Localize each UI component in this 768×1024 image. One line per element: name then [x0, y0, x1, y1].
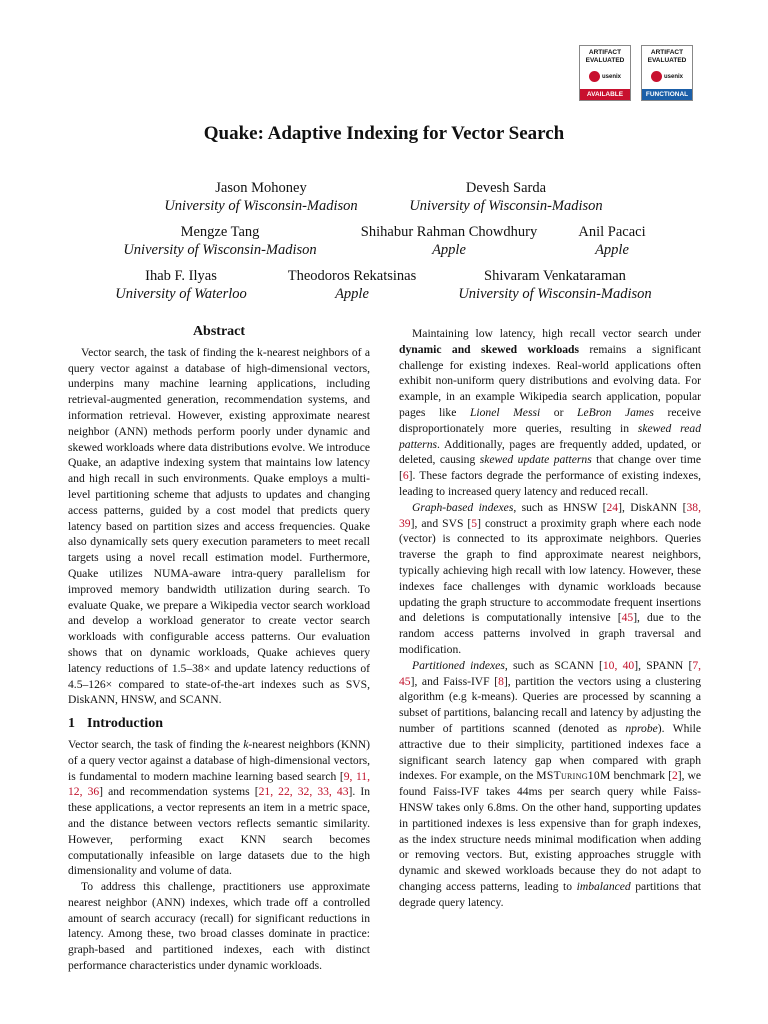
author: Anil Pacaci Apple — [578, 224, 646, 258]
author-row-2 — [0, 223, 768, 263]
citation-link[interactable]: 6 — [402, 469, 409, 483]
author-row-3 — [0, 267, 768, 307]
citation-link[interactable]: 21, 22, 32, 33, 43 — [258, 785, 349, 799]
intro-paragraph-2: To address this challenge, practitioners use approximate nearest neighbor (ANN) indexes, which trade off a controlled amount of search accuracy (recall) for significant reductions in latency. Among these, two broad classes dominate in practice: graph-based and partitioned indexes, each with distinct performance characteristics under dynamic workloads. — [68, 880, 370, 973]
abstract-text: Vector search, the task of finding the k-nearest neighbors of a query vector against a database of high-dimensional vectors, underpins many machine learning applications, including retrieval-augmented generation, recommendation systems, and information retrieval. However, existing approximate nearest neighbor (ANN) methods perform poorly under dynamic and skewed workloads where data distributions evolve. We introduce Quake, an adaptive indexing system that maintains low latency and high recall in such environments. Quake employs a multi-level partitioning scheme that adjusts to updates and changing access patterns, guided by a cost model that predicts query latency based on partition sizes and access frequencies. Quake also dynamically sets query execution parameters to meet recall targets using a novel recall estimation model. Furthermore, Quake utilizes NUMA-aware intra-query parallelism for improved memory bandwidth utilization during search. To evaluate Quake, we prepare a Wikipedia vector search workload and develop a workload generator to create vector search workloads with configurable access patterns. Our evaluation shows that on dynamic workloads, Quake achieves query latency reductions of 1.5–38× and update latency reductions of 4.5–126× compared to state-of-the-art indexes such as SVS, DiskANN, HNSW, and SCANN. — [68, 345, 370, 707]
intro-paragraph-4: Graph-based indexes, such as HNSW [24], DiskANN [38, 39], and SVS [5] construct a proximity graph where each node (vector) is connected to its approximate neighbors. Queries traverse the graph to find approximate nearest neighbors, typically achieving high recall with low latency. However, these indexes face challenges with dynamic workloads because updating the graph structure to accommodate frequent insertions and deletions is computationally intensive [45], due to the random access patterns involved in graph traversal and modification. — [399, 500, 701, 656]
badge-text: ARTIFACT EVALUATED — [647, 49, 687, 64]
citation-link[interactable]: 10, 40 — [602, 658, 635, 672]
artifact-available-badge — [579, 45, 631, 101]
abstract-heading: Abstract — [192, 324, 246, 339]
intro-paragraph-5: Partitioned indexes, such as SCANN [10, 40], SPANN [7, 45], and Faiss-IVF [8], partition the vectors using a clustering algorithm (e.g k-means). Queries are processed by scanning a subset of partitions, balancing recall and latency by adjusting the number of partitions scanned (denoted as nprobe). While attractive due to their simplicity, partitioned indexes face a significant search latency gap when compared with graph indexes. For example, on the MSTuring10M benchmark [2], we found Faiss-IVF takes 44ms per search query while Faiss-HNSW takes only 6.8ms. On the other hand, supporting updates in partitioned indexes is less expensive than for graph indexes, as the index structure needs minimal modification when adding or removing vectors. But, existing approaches struggle with dynamic and skewed workloads because they do not adapt to changing access patterns, leading to imbalanced partitions that degrade query latency. — [399, 658, 702, 909]
author-row-1 — [0, 179, 768, 219]
author: Theodoros Rekatsinas Apple — [287, 268, 417, 302]
author: Devesh Sarda University of Wisconsin-Madison — [409, 180, 603, 214]
citation-link[interactable]: 5 — [471, 516, 478, 530]
usenix-logo: usenix — [651, 71, 683, 82]
author: Ihab F. Ilyas University of Waterloo — [115, 268, 247, 302]
right-column — [399, 326, 701, 910]
citation-link[interactable]: 8 — [498, 674, 504, 688]
badge-status: FUNCTIONAL — [642, 89, 692, 100]
author: Shivaram Venkataraman University of Wisconsin-Madison — [458, 268, 652, 302]
artifact-badges — [579, 45, 693, 101]
citation-link[interactable]: 24 — [606, 500, 619, 514]
citation-link[interactable]: 45 — [621, 611, 634, 625]
intro-paragraph-3: Maintaining low latency, high recall vector search under dynamic and skewed workloads remains a significant challenge for existing indexes. Real-world applications often exhibit non-uniform query distributions and evolving data. For example, in an example Wikipedia search application, popular pages like Lionel Messi or LeBron James receive disproportionately more queries, resulting in skewed read patterns. Additionally, pages are frequently added, updated, or deleted, causing skewed update patterns that change over time [6]. These factors degrade the performance of existing indexes, leading to increased query latency and reduced recall. — [399, 327, 702, 498]
usenix-seal-icon — [589, 71, 600, 82]
author: Shihabur Rahman Chowdhury Apple — [360, 224, 538, 258]
citation-link[interactable]: 2 — [671, 769, 678, 783]
badge-status: AVAILABLE — [580, 89, 630, 100]
intro-paragraph-1: Vector search, the task of finding the k-nearest neighbors (KNN) of a query vector against a database of high-dimensional vectors, is fundamental to modern machine learning based search [9, 11, 12, 36] and recommendation systems [21, 22, 32, 33, 43]. In these applications, a vector represents an item in a metric space, and the distance between vectors reflects semantic similarity. However, performing exact KNN search becomes computationally infeasible on large datasets due to the high dimensionality and volume of data. — [68, 737, 371, 878]
paper-title: Quake: Adaptive Indexing for Vector Search — [203, 123, 565, 144]
citation-link[interactable]: 9, 11, 12, 36 — [68, 769, 371, 799]
artifact-functional-badge — [641, 45, 693, 101]
usenix-seal-icon — [651, 71, 662, 82]
author: Mengze Tang University of Wisconsin-Madison — [123, 224, 317, 258]
section-heading: 1 Introduction — [68, 716, 163, 732]
citation-link[interactable]: 38, 39 — [399, 500, 701, 530]
citation-link[interactable]: 7, 45 — [399, 658, 702, 688]
badge-text: ARTIFACT EVALUATED — [585, 49, 625, 64]
usenix-logo: usenix — [589, 71, 621, 82]
left-column — [68, 324, 370, 974]
author: Jason Mohoney University of Wisconsin-Madison — [164, 180, 358, 214]
